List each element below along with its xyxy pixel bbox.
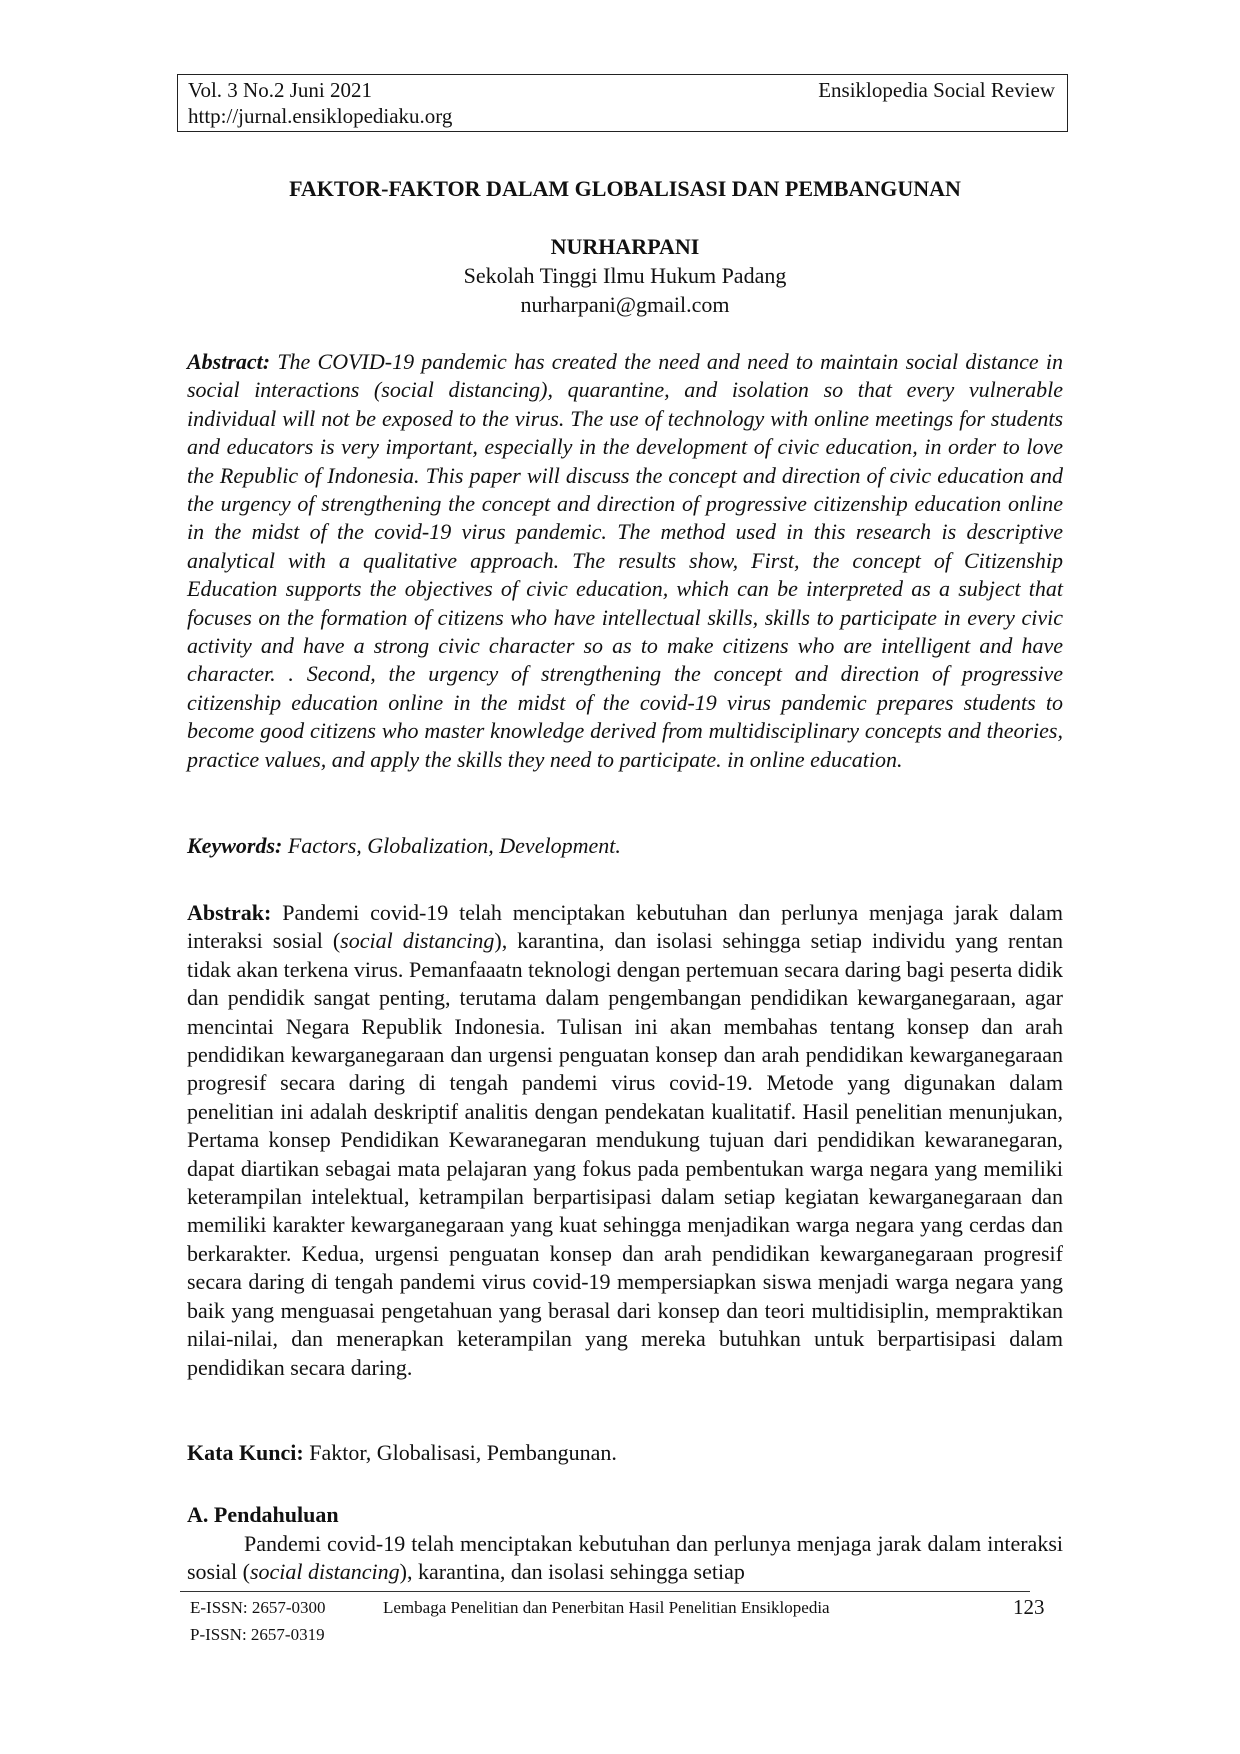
intro-italic-term: social distancing [249, 1559, 400, 1585]
keywords-text: Factors, Globalization, Development. [282, 833, 621, 858]
page-number: 123 [1013, 1595, 1045, 1619]
journal-url[interactable]: http://jurnal.ensiklopediaku.org [188, 104, 453, 128]
author-email[interactable]: nurharpani@gmail.com [520, 292, 730, 317]
author-affiliation: Sekolah Tinggi Ilmu Hukum Padang [463, 263, 787, 288]
abstract-label: Abstract: [187, 349, 271, 374]
intro-text-2: ), karantina, dan isolasi sehingga setiap [399, 1559, 745, 1585]
abstract-english [187, 348, 1063, 774]
abstract-text: The COVID-19 pandemic has created the need and need to maintain social distance in social interactions (social distancing), quarantine, and isolation so that every vulnerable individual will not be exposed to the virus. The use of technology with online meetings for students and educators is very important, especially in the development of civic education, in order to love the Republic of Indonesia. This paper will discuss the concept and direction of civic education and the urgency of strengthening the concept and direction of progressive citizenship education online in the midst of the covid-19 virus pandemic. The method used in this research is descriptive analytical with a qualitative approach. The results show, First, the concept of Citizenship Education supports the objectives of civic education, which can be interpreted as a subject that focuses on the formation of citizens who have intellectual skills, skills to participate in every civic activity and have a strong civic character so as to make citizens who are intelligent and have character. . Second, the urgency of strengthening the concept and direction of progressive citizenship education online in the midst of the covid-19 virus pandemic prepares students to become good citizens who master knowledge derived from multidisciplinary concepts and theories, practice values, and apply the skills they need to participate. in online education. [187, 349, 1063, 772]
kata-kunci-text: Faktor, Globalisasi, Pembangunan. [303, 1440, 617, 1465]
kata-kunci-label: Kata Kunci: [187, 1440, 304, 1465]
abstrak-text-1: Pandemi covid-19 telah menciptakan kebutuhan dan perlunya menjaga jarak dalam interaksi sosial ( [187, 900, 1063, 954]
abstrak-text-2: ), karantina, dan isolasi sehingga setiap individu yang rentan tidak akan terkena virus. Pemanfaaatn teknologi dengan pertemuan secara daring bagi peserta didik dan pendidik sangat penting, terutama dalam pengembangan pendidikan kewarganegaraan, agar mencintai Negara Republik Indonesia. Tulisan ini akan membahas tentang konsep dan arah pendidikan kewarganegaraan dan urgensi penguatan konsep dan arah pendidikan kewarganegaraan progresif secara daring di tengah pandemi virus covid-19. Metode yang digunakan dalam penelitian ini adalah deskriptif analitis dengan pendekatan kualitatif. Hasil penelitian menunjukan, Pertama konsep Pendidikan Kewaranegaran mendukung tujuan dari pendidikan kewaranegaran, dapat diartikan sebagai mata pelajaran yang fokus pada pembentukan warga negara yang memiliki keterampilan intelektual, ketrampilan berpartisipasi dalam setiap kegiatan kewarganegaraan dan memiliki karakter kewarganegaraan yang kuat sehingga menjadikan warga negara yang cerdas dan berkarakter. Kedua, urgensi penguatan konsep dan arah pendidikan kewarganegaraan progresif secara daring di tengah pandemi virus covid-19 mempersiapkan siswa menjadi warga negara yang baik yang menguasai pengetahuan yang berasal dari konsep dan teori multidisiplin, mempraktikan nilai-nilai, dan menerapkan keterampilan yang mereka butuhkan untuk berpartisipasi dalam pendidikan secara daring. [187, 928, 1063, 1380]
keywords-english [187, 832, 1063, 860]
abstrak-italic-term: social distancing [340, 928, 495, 954]
keywords-indonesian [187, 1439, 1063, 1467]
author-name: NURHARPANI [550, 234, 700, 259]
footer-eissn: E-ISSN: 2657-0300 [190, 1598, 326, 1617]
journal-name: Ensiklopedia Social Review [818, 78, 1055, 102]
intro-text-1: Pandemi covid-19 telah menciptakan kebutuhan dan perlunya menjaga jarak dalam interaksi sosial ( [187, 1531, 1063, 1585]
abstrak-label: Abstrak: [187, 900, 272, 925]
keywords-label: Keywords: [187, 833, 283, 858]
footer-publisher: Lembaga Penelitian dan Penerbitan Hasil Penelitian Ensiklopedia [383, 1598, 830, 1617]
article-title: FAKTOR-FAKTOR DALAM GLOBALISASI DAN PEMBANGUNAN [289, 176, 961, 201]
journal-volume: Vol. 3 No.2 Juni 2021 [188, 78, 372, 102]
intro-paragraph [187, 1530, 1063, 1587]
footer-pissn: P-ISSN: 2657-0319 [190, 1625, 325, 1644]
footer-divider [180, 1591, 1030, 1592]
abstract-indonesian [187, 899, 1063, 1382]
section-heading-pendahuluan: A. Pendahuluan [187, 1502, 339, 1527]
running-header-box [177, 74, 1068, 132]
